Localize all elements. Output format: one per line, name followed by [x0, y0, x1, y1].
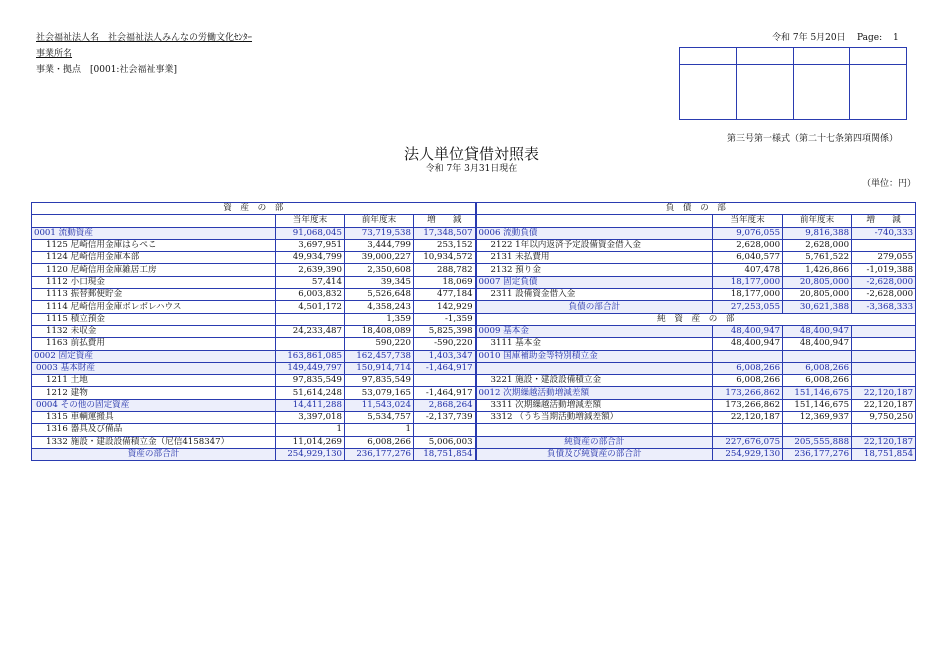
change-value: -1,464,917 — [414, 362, 476, 374]
current-value: 254,929,130 — [276, 448, 345, 460]
col-current: 当年度末 — [713, 215, 783, 227]
branch-label: 事業・拠点 [0001:社会福祉事業] — [36, 65, 177, 75]
table-row — [32, 252, 916, 264]
table-row — [32, 362, 916, 374]
table-row — [32, 325, 916, 337]
office-label: 事業所名 — [36, 49, 73, 59]
asset-account-name: 1124 尼崎信用金庫本部 — [32, 252, 276, 264]
current-value: 3,397,018 — [276, 412, 345, 424]
table-row — [32, 227, 916, 239]
current-value: 27,253,055 — [713, 301, 783, 313]
liability-account-name: 3311 次期繰越活動増減差額 — [476, 399, 713, 411]
change-value — [414, 375, 476, 387]
section-heading-row — [32, 203, 916, 215]
table-row — [32, 387, 916, 399]
change-value: 5,006,003 — [414, 436, 476, 448]
asset-account-name: 0004 その他の固定資産 — [32, 399, 276, 411]
current-value: 149,449,797 — [276, 362, 345, 374]
current-value: 4,501,172 — [276, 301, 345, 313]
change-value: 1,403,347 — [414, 350, 476, 362]
liability-account-name: 2122 1年以内返済予定設備資金借入金 — [476, 239, 713, 251]
prior-value: 1,426,866 — [783, 264, 852, 276]
prior-value: 30,621,388 — [783, 301, 852, 313]
table-row — [32, 289, 916, 301]
liability-account-name: 純資産の部合計 — [476, 436, 713, 448]
col-blank — [32, 215, 276, 227]
current-value: 14,411,288 — [276, 399, 345, 411]
current-value: 18,177,000 — [713, 289, 783, 301]
table-row — [32, 436, 916, 448]
change-value: 22,120,187 — [852, 387, 916, 399]
change-value: -1,464,917 — [414, 387, 476, 399]
asset-account-name: 1316 器具及び備品 — [32, 424, 276, 436]
change-value: 142,929 — [414, 301, 476, 313]
current-value: 51,614,248 — [276, 387, 345, 399]
liability-account-name: 0012 次期繰越活動増減差額 — [476, 387, 713, 399]
prior-value: 20,805,000 — [783, 276, 852, 288]
liability-account-name: 0007 固定負債 — [476, 276, 713, 288]
column-header-row — [32, 215, 916, 227]
prior-value: 5,526,648 — [345, 289, 414, 301]
change-value — [852, 362, 916, 374]
prior-value: 11,543,024 — [345, 399, 414, 411]
current-value — [276, 313, 345, 325]
table-row — [32, 412, 916, 424]
liability-account-name: 負債の部合計 — [476, 301, 713, 313]
net-assets-heading: 純 資 産 の 部 — [476, 313, 916, 325]
current-value: 173,266,862 — [713, 399, 783, 411]
current-value: 18,177,000 — [713, 276, 783, 288]
change-value: 22,120,187 — [852, 399, 916, 411]
change-value: 279,055 — [852, 252, 916, 264]
prior-value: 162,457,738 — [345, 350, 414, 362]
current-value: 9,076,055 — [713, 227, 783, 239]
prior-value: 12,369,937 — [783, 412, 852, 424]
page-title: 法人単位貸借対照表 — [403, 145, 539, 163]
prior-value: 3,444,799 — [345, 239, 414, 251]
liabilities-heading: 負 債 の 部 — [476, 203, 916, 215]
prior-value: 1,359 — [345, 313, 414, 325]
table-row — [32, 313, 916, 325]
asset-account-name: 1211 土地 — [32, 375, 276, 387]
table-row — [32, 264, 916, 276]
current-value: 49,934,799 — [276, 252, 345, 264]
prior-value: 590,220 — [345, 338, 414, 350]
change-value: 17,348,507 — [414, 227, 476, 239]
col-blank — [476, 215, 713, 227]
asset-account-name: 1332 施設・建設設備積立金（尼信4158347） — [32, 436, 276, 448]
current-value: 2,628,000 — [713, 239, 783, 251]
liability-account-name: 2311 設備資金借入金 — [476, 289, 713, 301]
current-value: 48,400,947 — [713, 325, 783, 337]
current-value: 57,414 — [276, 276, 345, 288]
prior-value: 150,914,714 — [345, 362, 414, 374]
prior-value: 5,761,522 — [783, 252, 852, 264]
current-value: 3,697,951 — [276, 239, 345, 251]
change-value: -2,628,000 — [852, 276, 916, 288]
asset-account-name: 0002 固定資産 — [32, 350, 276, 362]
prior-value: 6,008,266 — [783, 375, 852, 387]
change-value: -1,359 — [414, 313, 476, 325]
liability-account-name: 3221 施設・建設設備積立金 — [476, 375, 713, 387]
liability-account-name: 3312 （うち当期活動増減差額） — [476, 412, 713, 424]
col-prior: 前年度末 — [783, 215, 852, 227]
current-value — [713, 350, 783, 362]
liability-account-name: 2131 未払費用 — [476, 252, 713, 264]
change-value — [852, 350, 916, 362]
table-row — [32, 239, 916, 251]
change-value: 477,184 — [414, 289, 476, 301]
asset-account-name: 1315 車輌運搬具 — [32, 412, 276, 424]
change-value: -2,628,000 — [852, 289, 916, 301]
asset-account-name: 0003 基本財産 — [32, 362, 276, 374]
change-value: 18,069 — [414, 276, 476, 288]
asset-account-name: 1112 小口現金 — [32, 276, 276, 288]
current-value: 6,008,266 — [713, 362, 783, 374]
change-value — [852, 424, 916, 436]
change-value: 9,750,250 — [852, 412, 916, 424]
prior-value: 6,008,266 — [345, 436, 414, 448]
change-value: -740,333 — [852, 227, 916, 239]
current-value: 6,003,832 — [276, 289, 345, 301]
prior-value: 18,408,089 — [345, 325, 414, 337]
prior-value: 2,628,000 — [783, 239, 852, 251]
liability-account-name: 0010 国庫補助金等特別積立金 — [476, 350, 713, 362]
page-label: Page: — [857, 33, 883, 43]
current-value: 163,861,085 — [276, 350, 345, 362]
current-value: 2,639,390 — [276, 264, 345, 276]
table-row — [32, 338, 916, 350]
change-value — [852, 325, 916, 337]
prior-value: 6,008,266 — [783, 362, 852, 374]
table-row — [32, 424, 916, 436]
prior-value — [783, 424, 852, 436]
prior-value: 9,816,388 — [783, 227, 852, 239]
prior-value: 39,000,227 — [345, 252, 414, 264]
prior-value: 5,534,757 — [345, 412, 414, 424]
prior-value: 20,805,000 — [783, 289, 852, 301]
table-row — [32, 276, 916, 288]
table-row — [32, 375, 916, 387]
table-row — [32, 399, 916, 411]
liability-account-name: 0006 流動負債 — [476, 227, 713, 239]
col-change: 増 減 — [414, 215, 476, 227]
unit-label: （単位：円） — [862, 179, 917, 189]
asset-account-name: 1125 尼崎信用金庫はらぺこ — [32, 239, 276, 251]
current-value: 6,040,577 — [713, 252, 783, 264]
corp-name: 社会福祉法人名 社会福祉法人みんなの労働文化ｾﾝﾀｰ — [36, 33, 253, 43]
asset-account-name: 1212 建物 — [32, 387, 276, 399]
form-number: 第三号第一様式（第二十七条第四項関係） — [727, 134, 899, 144]
liability-account-name — [476, 362, 713, 374]
asset-account-name: 資産の部合計 — [32, 448, 276, 460]
change-value: -590,220 — [414, 338, 476, 350]
current-value: 254,929,130 — [713, 448, 783, 460]
change-value: 22,120,187 — [852, 436, 916, 448]
change-value: 253,152 — [414, 239, 476, 251]
asset-account-name: 1115 積立預金 — [32, 313, 276, 325]
prior-value: 48,400,947 — [783, 338, 852, 350]
liability-account-name: 3111 基本金 — [476, 338, 713, 350]
col-change: 増 減 — [852, 215, 916, 227]
prior-value: 151,146,675 — [783, 387, 852, 399]
current-value: 97,835,549 — [276, 375, 345, 387]
prior-value — [783, 350, 852, 362]
change-value: 18,751,854 — [852, 448, 916, 460]
change-value — [852, 239, 916, 251]
current-value — [713, 424, 783, 436]
current-value: 24,233,487 — [276, 325, 345, 337]
as-of-date: 令和 7年 3月31日現在 — [425, 164, 518, 174]
prior-value: 4,358,243 — [345, 301, 414, 313]
change-value: -3,368,333 — [852, 301, 916, 313]
current-value: 22,120,187 — [713, 412, 783, 424]
approval-stamp-box — [679, 47, 907, 120]
current-value: 11,014,269 — [276, 436, 345, 448]
current-value: 407,478 — [713, 264, 783, 276]
change-value: 18,751,854 — [414, 448, 476, 460]
current-value — [276, 338, 345, 350]
change-value: 10,934,572 — [414, 252, 476, 264]
liability-account-name: 0009 基本金 — [476, 325, 713, 337]
table-row — [32, 350, 916, 362]
asset-account-name: 0001 流動資産 — [32, 227, 276, 239]
liability-account-name: 負債及び純資産の部合計 — [476, 448, 713, 460]
change-value: 2,868,264 — [414, 399, 476, 411]
prior-value: 73,719,538 — [345, 227, 414, 239]
table-row — [32, 301, 916, 313]
prior-value: 205,555,888 — [783, 436, 852, 448]
prior-value: 53,079,165 — [345, 387, 414, 399]
asset-account-name: 1132 未収金 — [32, 325, 276, 337]
change-value — [852, 338, 916, 350]
col-current: 当年度末 — [276, 215, 345, 227]
asset-account-name: 1113 振替郵便貯金 — [32, 289, 276, 301]
current-value: 48,400,947 — [713, 338, 783, 350]
col-prior: 前年度末 — [345, 215, 414, 227]
page-number: 1 — [893, 33, 899, 43]
prior-value: 39,345 — [345, 276, 414, 288]
change-value: -1,019,388 — [852, 264, 916, 276]
assets-heading: 資 産 の 部 — [32, 203, 476, 215]
change-value: 288,782 — [414, 264, 476, 276]
asset-account-name: 1163 前払費用 — [32, 338, 276, 350]
change-value — [852, 375, 916, 387]
prior-value: 48,400,947 — [783, 325, 852, 337]
current-value: 173,266,862 — [713, 387, 783, 399]
prior-value: 2,350,608 — [345, 264, 414, 276]
report-date: 令和 7年 5月20日 — [772, 33, 846, 43]
change-value: -2,137,739 — [414, 412, 476, 424]
prior-value: 1 — [345, 424, 414, 436]
current-value: 91,068,045 — [276, 227, 345, 239]
asset-account-name: 1114 尼崎信用金庫ボレボレハウス — [32, 301, 276, 313]
table-row — [32, 448, 916, 460]
current-value: 227,676,075 — [713, 436, 783, 448]
prior-value: 236,177,276 — [783, 448, 852, 460]
prior-value: 97,835,549 — [345, 375, 414, 387]
change-value: 5,825,398 — [414, 325, 476, 337]
current-value: 1 — [276, 424, 345, 436]
prior-value: 236,177,276 — [345, 448, 414, 460]
liability-account-name — [476, 424, 713, 436]
prior-value: 151,146,675 — [783, 399, 852, 411]
change-value — [414, 424, 476, 436]
balance-sheet-table — [31, 202, 916, 461]
liability-account-name: 2132 預り金 — [476, 264, 713, 276]
current-value: 6,008,266 — [713, 375, 783, 387]
asset-account-name: 1120 尼崎信用金庫雑居工房 — [32, 264, 276, 276]
